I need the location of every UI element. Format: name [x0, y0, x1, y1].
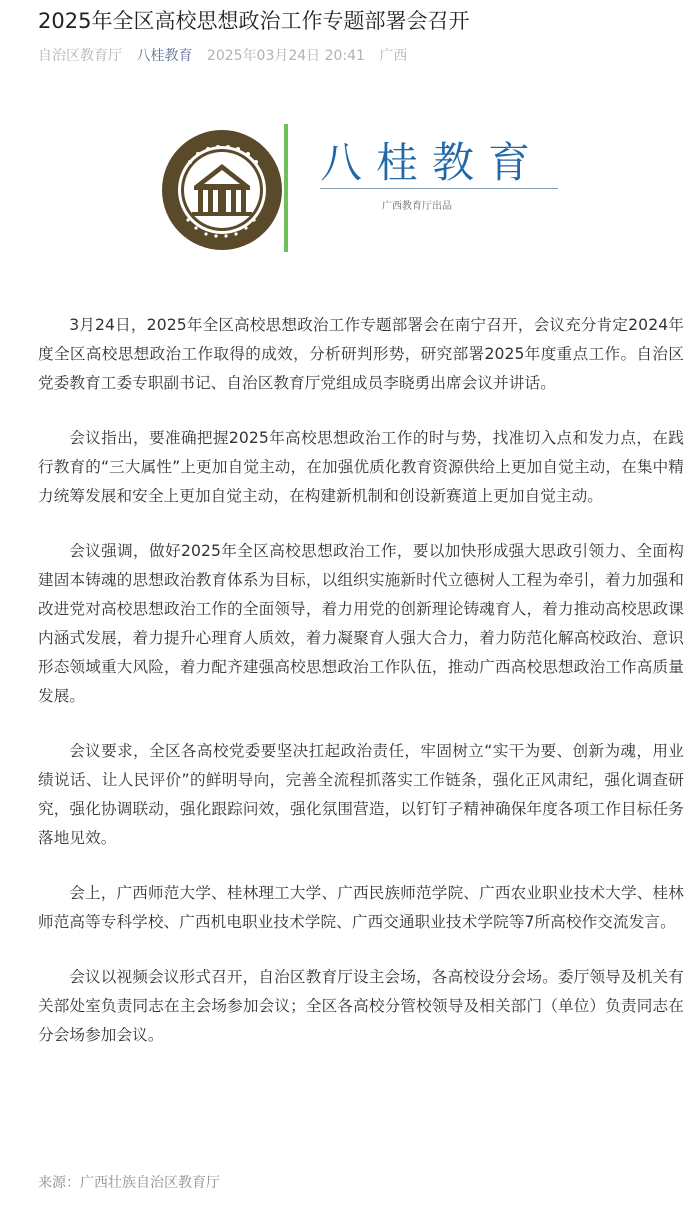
header-banner [160, 120, 580, 260]
paragraph: 会议要求，全区各高校党委要坚决扛起政治责任，牢固树立“实干为要、创新为魂，用业绩说话、让人民评价”的鲜明导向，完善全流程抓落实工作链条，强化正风肃纪，强化调查研究，强化协调联动，强化跟踪问效，强化氛围营造，以钉钉子精神确保年度各项工作目标任务落地见效。 [38, 742, 684, 847]
banner-divider [284, 124, 288, 252]
article-body [38, 311, 684, 1076]
source-note: 来源：广西壮族自治区教育厅 [38, 1175, 220, 1191]
author-label: 自治区教育厅 [38, 48, 122, 64]
article-meta [38, 46, 417, 66]
paragraph: 3月24日，2025年全区高校思想政治工作专题部署会在南宁召开，会议充分肯定2024年度全区高校思想政治工作取得的成效，分析研判形势，研究部署2025年度重点工作。自治区党委教育工委专职副书记、自治区教育厅党组成员李晓勇出席会议并讲话。 [38, 316, 684, 392]
brand-underline [320, 188, 558, 189]
paragraph: 会议以视频会议形式召开，自治区教育厅设主会场，各高校设分会场。委厅领导及机关有关部处室负责同志在主会场参加会议；全区各高校分管校领导及相关部门（单位）负责同志在分会场参加会议。 [38, 968, 684, 1044]
brand-title: 八桂教育 [320, 138, 545, 187]
publish-time: 2025年03月24日 20:41 [206, 48, 365, 64]
article-title: 2025年全区高校思想政治工作专题部署会召开 [38, 9, 470, 33]
education-department-seal-logo [160, 128, 284, 252]
paragraph: 会议强调，做好2025年全区高校思想政治工作，要以加快形成强大思政引领力、全面构建固本铸魂的思想政治教育体系为目标，以组织实施新时代立德树人工程为牵引，着力加强和改进党对高校思想政治工作的全面领导，着力用党的创新理论铸魂育人，着力推动高校思政课内涵式发展，着力提升心理育人质效，着力凝聚育人强大合力，着力防范化解高校政治、意识形态领域重大风险，着力配齐建强高校思想政治工作队伍，推动广西高校思想政治工作高质量发展。 [38, 542, 684, 705]
paragraph: 会上，广西师范大学、桂林理工大学、广西民族师范学院、广西农业职业技术大学、桂林师范高等专科学校、广西机电职业技术学院、广西交通职业技术学院等7所高校作交流发言。 [38, 884, 684, 931]
paragraph: 会议指出，要准确把握2025年高校思想政治工作的时与势，找准切入点和发力点，在践行教育的“三大属性”上更加自觉主动，在加强优质化教育资源供给上更加自觉主动，在集中精力统筹发展和安全上更加自觉主动，在构建新机制和创设新赛道上更加自觉主动。 [38, 429, 684, 505]
location-label: 广西 [379, 48, 408, 64]
brand-subtitle: 广西教育厅出品 [382, 201, 452, 212]
account-link[interactable]: 八桂教育 [136, 48, 193, 64]
